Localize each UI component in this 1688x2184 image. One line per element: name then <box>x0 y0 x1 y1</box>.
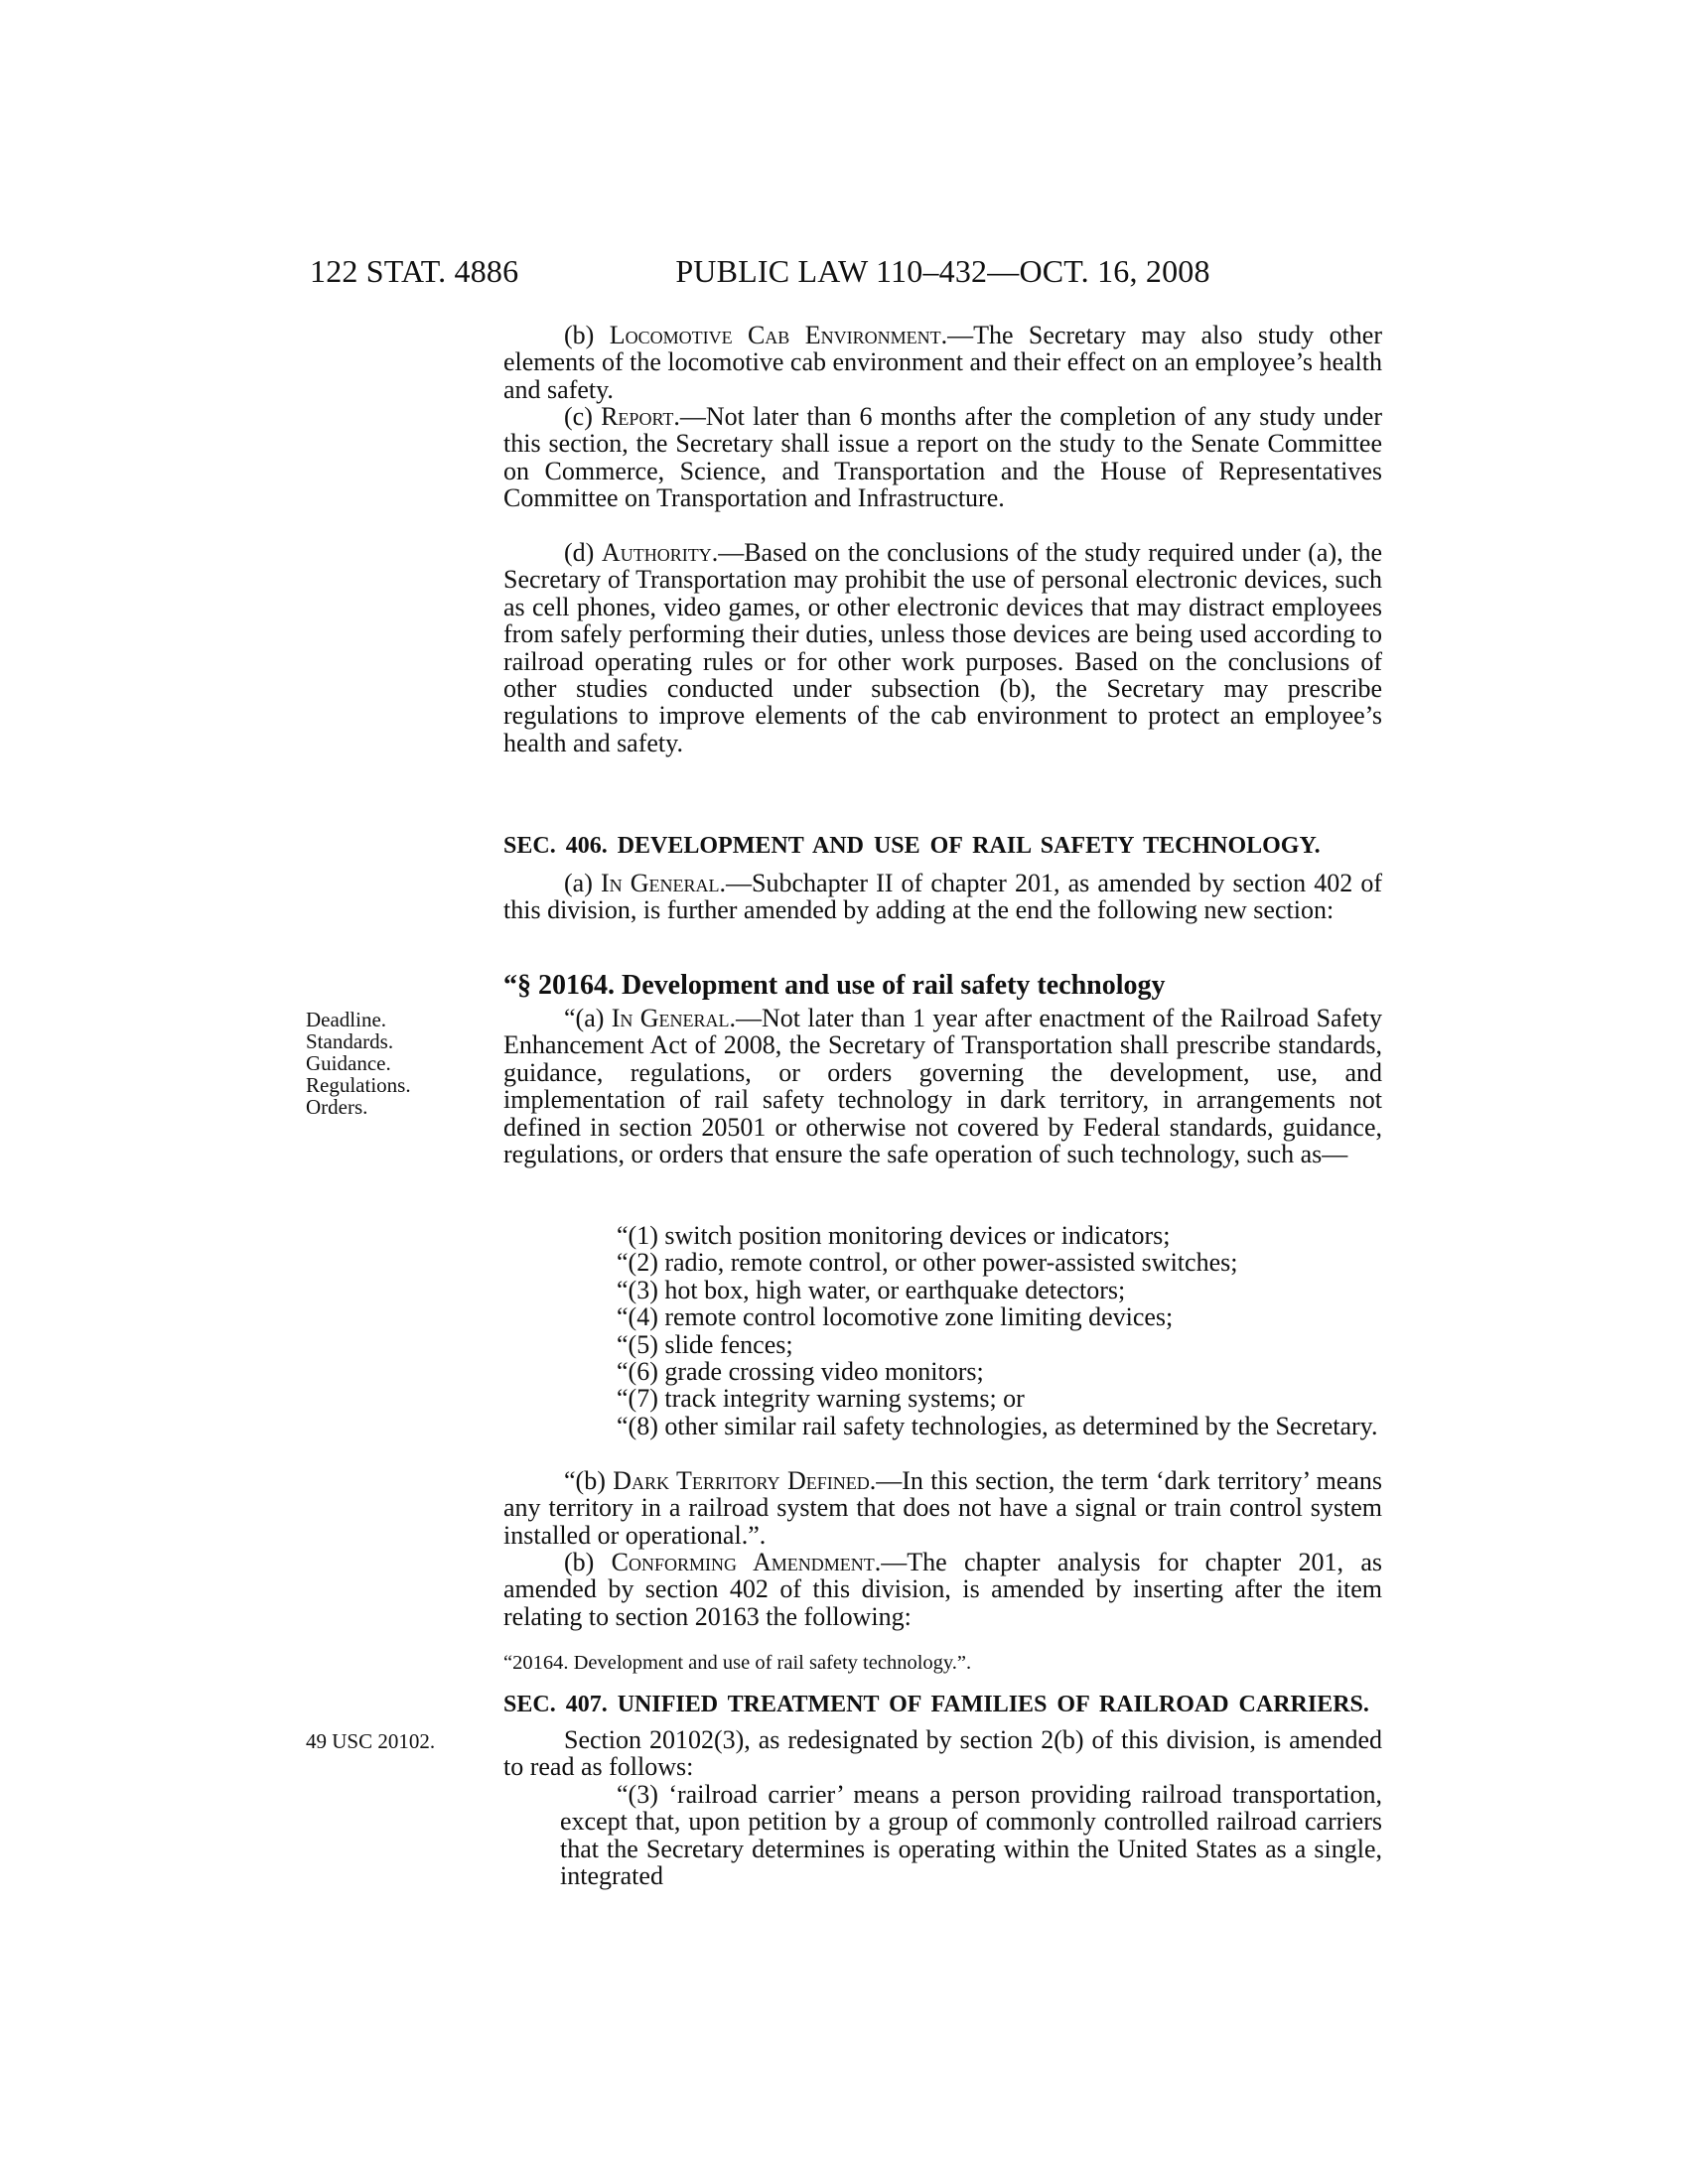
paragraph-b-text: .—The Secretary may also study other elements of the locomotive cab environment and their effect on an employee’s health and safety. <box>503 321 1382 404</box>
railroad-carrier-definition: “(3) ‘railroad carrier’ means a person providing railroad transportation, except that, upon petition by a group of commonly controlled railroad carriers that the Secretary determines is operating within the United States as a single, integrated <box>560 1780 1382 1891</box>
section-406-b-text: .—The chapter analysis for chapter 201, as amended by section 402 of this division, is amended by inserting after the item relating to section 20163 the following: <box>503 1548 1382 1631</box>
paragraph-b-locomotive-cab <box>503 322 1382 403</box>
list-item: “(7) track integrity warning systems; or <box>617 1384 1025 1414</box>
public-law-title: PUBLIC LAW 110–432—OCT. 16, 2008 <box>675 253 1210 289</box>
paragraph-c-report <box>503 403 1382 512</box>
margin-note-line: Deadline. <box>306 1008 387 1031</box>
section-406-a-catchline: In General <box>600 869 720 897</box>
list-item: “(4) remote control locomotive zone limiting devices; <box>617 1302 1174 1332</box>
usc-20164-b-catchline: Dark Territory Defined <box>613 1466 870 1495</box>
margin-note-line: Guidance. <box>306 1051 391 1075</box>
list-item: “(5) slide fences; <box>617 1329 793 1359</box>
section-406-a-enum: (a) <box>564 869 601 897</box>
section-406-b-enum: (b) <box>564 1548 612 1576</box>
paragraph-b-enum: (b) <box>564 321 610 349</box>
section-407-definition-block <box>560 1781 1382 1890</box>
usc-20164-b-enum: “(b) <box>564 1466 614 1495</box>
margin-note-deadline <box>306 1009 490 1118</box>
stat-page-number: 122 STAT. 4886 <box>310 253 519 289</box>
paragraph-b-catchline: Locomotive Cab Environment <box>609 321 941 349</box>
usc-20164-heading: “§ 20164. Development and use of rail safety technology <box>503 970 1166 1001</box>
section-406-b-paragraph <box>503 1549 1382 1630</box>
paragraph-c-enum: (c) <box>564 402 602 431</box>
section-406-a-paragraph <box>503 870 1382 924</box>
section-407-heading: SEC. 407. UNIFIED TREATMENT OF FAMILIES OF RAILROAD CARRIERS. <box>503 1692 1369 1717</box>
usc-20164-a-enum: “(a) <box>564 1004 612 1032</box>
paragraph-d-catchline: Authority <box>601 538 712 567</box>
list-item: “(1) switch position monitoring devices or indicators; <box>617 1221 1171 1250</box>
list-item: “(3) hot box, high water, or earthquake detectors; <box>617 1275 1126 1304</box>
margin-note-line: Orders. <box>306 1095 368 1119</box>
usc-20164-a-paragraph <box>503 1005 1382 1167</box>
usc-20164-b-paragraph <box>503 1467 1382 1549</box>
usc-20164-a-catchline: In General <box>611 1004 730 1032</box>
margin-note-line: Standards. <box>306 1029 394 1053</box>
paragraph-d-authority <box>503 539 1382 756</box>
list-item: “(6) grade crossing video monitors; <box>617 1357 984 1387</box>
list-item: “(8) other similar rail safety technologies, as determined by the Secretary. <box>617 1411 1378 1440</box>
paragraph-c-text: .—Not later than 6 months after the completion of any study under this section, the Secretary shall issue a report on the study to the Senate Committee on Commerce, Science, and Transportation and the House of Representatives Committee on Transportation and Infrastructure. <box>503 402 1382 513</box>
section-406-heading: SEC. 406. DEVELOPMENT AND USE OF RAIL SAFETY TECHNOLOGY. <box>503 833 1321 859</box>
margin-note-line: Regulations. <box>306 1073 411 1097</box>
paragraph-d-text: .—Based on the conclusions of the study required under (a), the Secretary of Transportation may prohibit the use of personal electronic devices, such as cell phones, video games, or other electronic devices that may distract employees from safely performing their duties, unless those devices are being used according to railroad operating rules or for other work purposes. Based on the conclusions of other studies conducted under subsection (b), the Secretary may prescribe regulations to improve elements of the cab environment to protect an employee’s health and safety. <box>503 538 1382 757</box>
paragraph-c-catchline: Report <box>601 402 674 431</box>
list-item: “(2) radio, remote control, or other power-assisted switches; <box>617 1248 1238 1278</box>
margin-note-usc-citation: 49 USC 20102. <box>306 1729 436 1753</box>
paragraph-d-enum: (d) <box>564 538 602 567</box>
chapter-analysis-entry: “20164. Development and use of rail safety technology.”. <box>503 1652 972 1674</box>
usc-20164-b-text: .—In this section, the term ‘dark territory’ means any territory in a railroad system that does not have a signal or train control system installed or operational.”. <box>503 1466 1382 1550</box>
section-407-intro-paragraph: Section 20102(3), as redesignated by section 2(b) of this division, is amended to read as follows: <box>503 1725 1382 1782</box>
usc-20164-a-text: .—Not later than 1 year after enactment of the Railroad Safety Enhancement Act of 2008, the Secretary of Transportation shall prescribe standards, guidance, regulations, or orders governing the development, use, and implementation of rail safety technology in dark territory, in arrangements not defined in section 20501 or otherwise not covered by Federal standards, guidance, regulations, or orders that ensure the safe operation of such technology, such as— <box>503 1004 1382 1169</box>
section-406-b-catchline: Conforming Amendment <box>611 1548 875 1576</box>
section-406-a-text: .—Subchapter II of chapter 201, as amended by section 402 of this division, is further amended by adding at the end the following new section: <box>503 869 1382 925</box>
rail-safety-technology-list <box>560 1222 1382 1439</box>
